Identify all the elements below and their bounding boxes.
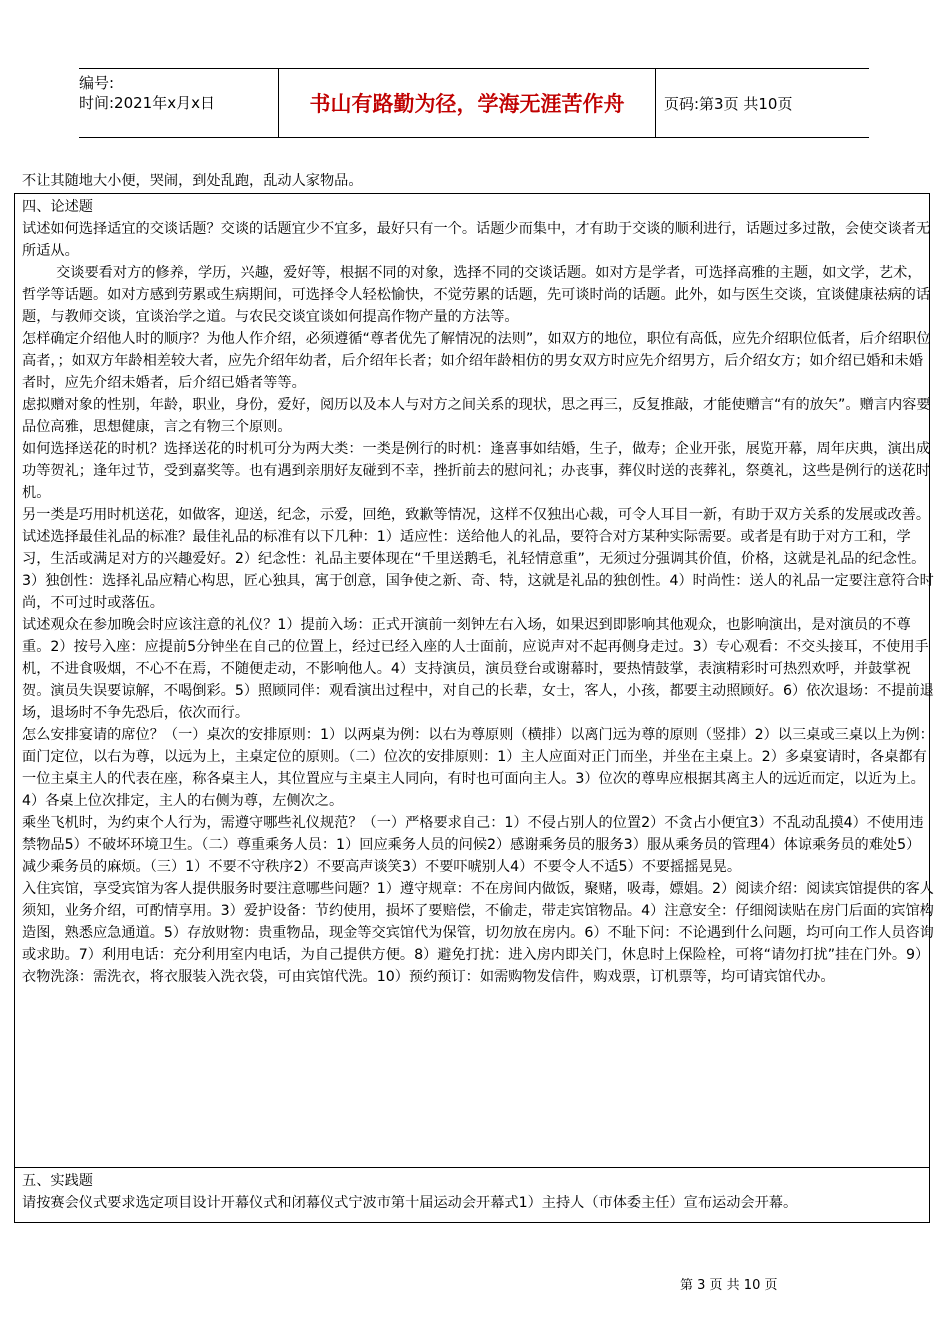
intro-line: 不让其随地大小便，哭闹，到处乱跑，乱动人家物品。: [22, 173, 363, 189]
paragraph: 虑拟赠对象的性别，年龄，职业，身份，爱好，阅历以及本人与对方之间关系的现状，思之再三，反复推敲，才能使赠言“有的放矢”。赠言内容要品位高雅，思想健康，言之有物三个原则。: [22, 397, 931, 435]
header-motto: 书山有路勤为径，学海无涯苦作舟: [279, 69, 656, 137]
practice-section: [22, 1170, 934, 1214]
header-meta: [79, 69, 279, 137]
document-number: 编号:: [79, 74, 115, 92]
paragraph: 试述观众在参加晚会时应该注意的礼仪？1）提前入场：正式开演前一刻钟左右入场，如果迟到即影响其他观众，也影响演出，是对演员的不尊重。2）按号入座：应提前5分钟坐在自己的位置上，经过已经入座的人士面前，应说声对不起再侧身走过。3）专心观看：不交头接耳，不使用手机，不进食吸烟，不心不在焉，不随便走动，不影响他人。4）支持演员，演员登台或谢幕时，要热情鼓掌，表演精彩时可热烈欢呼，并鼓掌祝贺。演员失误要谅解，不喝倒彩。5）照顾同伴：观看演出过程中，对自己的长辈，女士，客人，小孩，都要主动照顾好。6）依次退场：不提前退场，退场时不争先恐后，依次而行。: [22, 617, 934, 721]
paragraph: 入住宾馆，享受宾馆为客人提供服务时要注意哪些问题？1）遵守规章：不在房间内做饭，聚赌，吸毒，嫖娼。2）阅读介绍：阅读宾馆提供的客人须知，业务介绍，可酌情享用。3）爱护设备：节约使用，损坏了要赔偿，不偷走，带走宾馆物品。4）注意安全：仔细阅读贴在房门后面的宾馆构造图，熟悉应急通道。5）存放财物：贵重物品，现金等交宾馆代为保管，切勿放在房内。6）不耻下问：不论遇到什么问题，均可向工作人员咨询或求助。7）利用电话：充分利用室内电话，为自己提供方便。8）避免打扰：进入房内即关门，休息时上保险栓，可将“请勿打扰”挂在门外。9）衣物洗涤：需洗衣，将衣服装入洗衣袋，可由宾馆代洗。10）预约预订：如需购物发信件，购戏票，订机票等，均可请宾馆代办。: [22, 881, 934, 985]
paragraph: 试述选择最佳礼品的标准？最佳礼品的标准有以下几种：1）适应性：送给他人的礼品，要符合对方某种实际需要。或者是有助于对方工和，学习，生活或满足对方的兴趣爱好。2）纪念性：礼品主要体现在“千里送鹅毛，礼轻情意重”，无须过分强调其价值，价格，这就是礼品的纪念性。3）独创性：选择礼品应精心构思，匠心独具，寓于创意，国争使之新、奇、特，这就是礼品的独创性。4）时尚性：送人的礼品一定要注意符合时尚，不可过时或落伍。: [22, 529, 934, 611]
paragraph: 如何选择送花的时机？选择送花的时机可分为两大类：一类是例行的时机：逢喜事如结婚，生子，做寿；企业开张，展览开幕，周年庆典，演出成功等贺礼；逢年过节，受到嘉奖等。也有遇到亲朋好友碰到不幸，挫折前去的慰问礼；办丧事，葬仪时送的丧葬礼，祭奠礼，这些是例行的送花时机。: [22, 441, 931, 501]
paragraph: 试述如何选择适宜的交谈话题？交谈的话题宜少不宜多，最好只有一个。话题少而集中，才有助于交谈的顺利进行，话题过多过散，会使交谈者无所适从。: [22, 221, 931, 259]
header-page-number: 页码:第3页 共10页: [664, 94, 793, 113]
paragraph: 交谈要看对方的修养，学历，兴趣，爱好等，根据不同的对象，选择不同的交谈话题。如对方是学者，可选择高雅的主题，如文学，艺术，哲学等话题。如对方感到劳累或生病期间，可选择令人轻松愉快，不觉劳累的话题，先可谈时尚的话题。此外，如与医生交谈，宜谈健康祛病的话题，与教师交谈，宜谈治学之道。与农民交谈宜谈如何提高作物产量的方法等。: [22, 265, 931, 325]
paragraph: 请按赛会仪式要求选定项目设计开幕仪式和闭幕仪式宁波市第十届运动会开幕式1）主持人（市体委主任）宣布运动会开幕。: [22, 1195, 798, 1211]
section-title: 四、论述题: [22, 199, 93, 215]
paragraph: 乘坐飞机时，为约束个人行为，需遵守哪些礼仪规范？（一）严格要求自己：1）不侵占别人的位置2）不贪占小便宜3）不乱动乱摸4）不使用违禁物品5）不破坏环境卫生。（二）尊重乘务人员：1）回应乘务人员的问候2）感谢乘务员的服务3）服从乘务员的管理4）体谅乘务员的难处5）减少乘务员的麻烦。（三）1）不要不守秩序2）不要高声谈笑3）不要吓唬别人4）不要令人不适5）不要摇摇晃晃。: [22, 815, 924, 875]
document-time: 时间:2021年x月x日: [79, 94, 215, 112]
paragraph: 另一类是巧用时机送花，如做客，迎送，纪念，示爱，回绝，致歉等情况，这样不仅独出心裁，可令人耳目一新，有助于双方关系的发展或改善。: [22, 507, 931, 523]
paragraph: 怎么安排宴请的席位？（一）桌次的安排原则：1）以两桌为例：以右为尊原则（横排）以离门远为尊的原则（竖排）2）以三桌或三桌以上为例：面门定位，以右为尊，以远为上，主桌定位的原则。（二）位次的安排原则：1）主人应面对正门而坐，并坐在主桌上。2）多桌宴请时，各桌都有一位主桌主人的代表在座，称各桌主人，其位置应与主桌主人同向，有时也可面向主人。3）位次的尊卑应根据其离主人的远近而定，以近为上。4）各桌上位次排定，主人的右侧为尊，左侧次之。: [22, 727, 934, 809]
paragraph: 怎样确定介绍他人时的顺序？为他人作介绍，必须遵循“尊者优先了解情况的法则”，如双方的地位，职位有高低，应先介绍职位低者，后介绍职位高者，；如双方年龄相差较大者，应先介绍年幼者，后介绍年长者；如介绍年龄相仿的男女双方时应先介绍男方，后介绍女方；如介绍已婚和未婚者时，应先介绍未婚者，后介绍已婚者等等。: [22, 331, 931, 391]
section-title: 五、实践题: [22, 1173, 93, 1189]
page-footer: 第 3 页 共 10 页: [680, 1278, 778, 1293]
essay-section: [22, 196, 934, 988]
page-header: [79, 68, 869, 138]
